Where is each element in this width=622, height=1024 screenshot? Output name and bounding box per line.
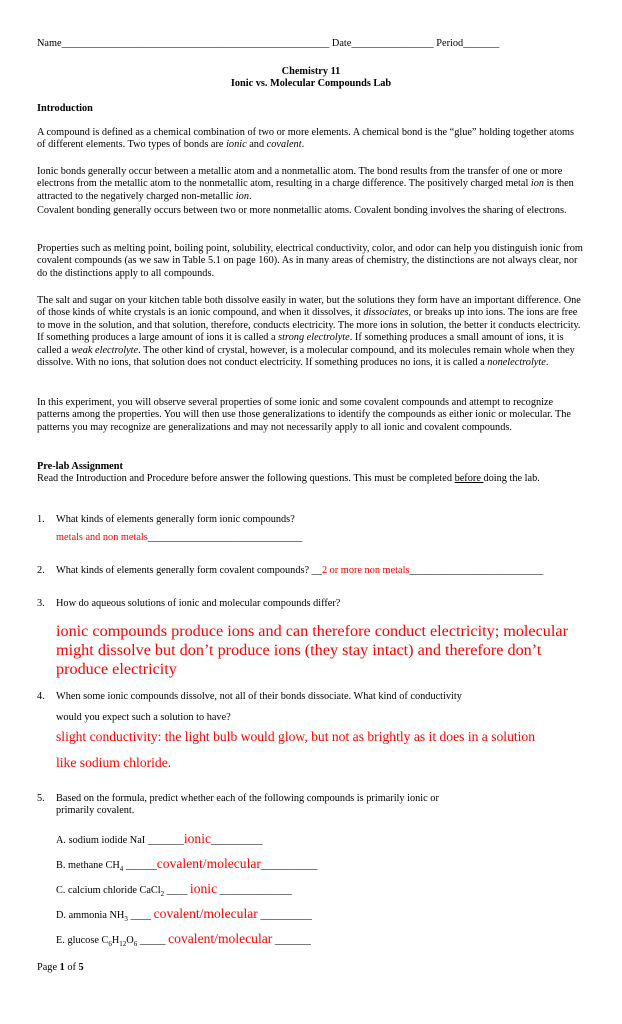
question-2-text: What kinds of elements generally form covalent compounds? <box>56 565 312 576</box>
intro-paragraph-2: Ionic bonds generally occur between a metallic atom and a nonmetallic atom. The bond results from the transfer of one or more electrons from the metallic atom to the nonmetallic atom, resulting in a charge difference. The positively charged metal ion is then attracted to the negatively charged non-metallic ion. <box>37 166 574 202</box>
lab-title: Ionic vs. Molecular Compounds Lab <box>230 78 392 89</box>
header-line <box>37 38 585 50</box>
compound-b-answer: covalent/molecular <box>156 856 261 871</box>
date-label: Date <box>331 38 352 49</box>
question-4-answer-1: slight conductivity: the light bulb would glow, but not as brightly as it does in a solution <box>56 729 536 744</box>
compound-d-answer: covalent/molecular <box>153 906 258 921</box>
question-4-number: 4. <box>37 691 45 702</box>
question-4-text-1: When some ionic compounds dissolve, not all of their bonds dissociate. What kind of conductivity <box>56 691 462 702</box>
intro-paragraph-6: In this experiment, you will observe several properties of some ionic and some covalent compounds and attempt to recognize patterns among the properties. You will then use those generalizations to identify the compounds as either ionic or molecular. The patterns you may recognize are generalizations and may not necessarily apply to all ionic and covalent compounds. <box>37 397 571 433</box>
intro-heading: Introduction <box>37 103 93 114</box>
intro-paragraph-4: Properties such as melting point, boiling point, solubility, electrical conductivity, color, and odor can help you distinguish ionic from covalent compounds (as we saw in Table 5.1 on page 160). As in many areas of chemistry, the distinctions are not always clear, nor do the distinctions apply to all compounds. <box>37 243 583 279</box>
period-field[interactable]: _______ <box>463 38 500 49</box>
question-5-number: 5. <box>37 793 45 804</box>
question-1-blank[interactable]: ______________________________ <box>147 532 303 543</box>
question-1-answer: metals and non metals <box>56 532 148 543</box>
compound-a-answer: ionic <box>183 831 212 846</box>
compound-c: C. calcium chloride CaCl$_2$ ____ ionic ______________ <box>56 881 292 899</box>
question-1-number: 1. <box>37 514 45 525</box>
intro-paragraph-5: The salt and sugar on your kitchen table both dissolve easily in water, but the solutions they form have an important difference. One of those kinds of white crystals is an ionic compound, and when it dissolves, it dissociates, or breaks up into ions. The ions are free to move in the solution, and that solution, therefore, conducts electricity. The more ions in solution, the better it conducts electricity. If something produces a large amount of ions it is called a strong electrolyte. If something produces a small amount of ions, it is called a weak electrolyte. The other kind of crystal, however, is a molecular compound, and its molecules remain whole when they dissolve. With no ions, that solution does not conduct electricity. If something produces no ions, it is called a nonelectrolyte. <box>37 295 581 369</box>
compound-e-answer: covalent/molecular <box>168 931 273 946</box>
question-3-text: How do aqueous solutions of ionic and molecular compounds differ? <box>56 598 341 609</box>
prelab-heading: Pre-lab Assignment <box>37 461 123 472</box>
question-2-answer: 2 or more non metals <box>321 565 410 576</box>
name-label: Name <box>37 38 62 49</box>
date-field[interactable]: ________________ <box>351 38 434 49</box>
question-4-text-2: would you expect such a solution to have? <box>56 712 231 723</box>
compound-d: D. ammonia $NH_3$ ____ covalent/molecular __________ <box>56 906 312 924</box>
course-title: Chemistry 11 <box>281 66 341 77</box>
compound-a: A. sodium iodide NaI _______ionic__________ <box>56 831 263 846</box>
question-5-text-1: Based on the formula, predict whether each of the following compounds is primarily ionic or <box>56 793 439 804</box>
question-3-answer: ionic compounds produce ions and can therefore conduct electricity; molecular might dissolve but don’t produce ions (they stay intact) and therefore don’t produce electricity <box>56 622 568 678</box>
prelab-instructions: Read the Introduction and Procedure before answer the following questions. This must be completed before doing the lab. <box>37 473 540 484</box>
compound-e: E. glucose $C_6H_{12}O_6$ _____ covalent/molecular _______ <box>56 931 311 949</box>
question-5-text-2: primarily covalent. <box>56 805 135 816</box>
intro-paragraph-3: Covalent bonding generally occurs between two or more nonmetallic atoms. Covalent bonding involves the sharing of electrons. <box>37 205 567 216</box>
compound-c-answer: ionic <box>189 881 218 896</box>
question-1-answer-line <box>56 532 302 544</box>
question-2-blank[interactable]: __________________________ <box>409 565 544 576</box>
name-field[interactable]: ____________________________________________________ <box>61 38 330 49</box>
question-2-number: 2. <box>37 565 45 576</box>
compound-b: B. methane $CH_4$ ______covalent/molecular___________ <box>56 856 318 874</box>
intro-paragraph-1: A compound is defined as a chemical combination of two or more elements. A chemical bond is the “glue” holding together atoms of different elements. Two types of bonds are ionic and covalent. <box>37 127 575 151</box>
question-4-answer-2: like sodium chloride. <box>56 755 172 770</box>
question-2-line: What kinds of elements generally form covalent compounds? __2 or more non metals__________________________ <box>56 565 544 576</box>
question-1-text: What kinds of elements generally form ionic compounds? <box>56 514 295 525</box>
page-number: Page 1 of 5 <box>37 962 84 973</box>
period-label: Period <box>436 38 464 49</box>
question-3-number: 3. <box>37 598 45 609</box>
